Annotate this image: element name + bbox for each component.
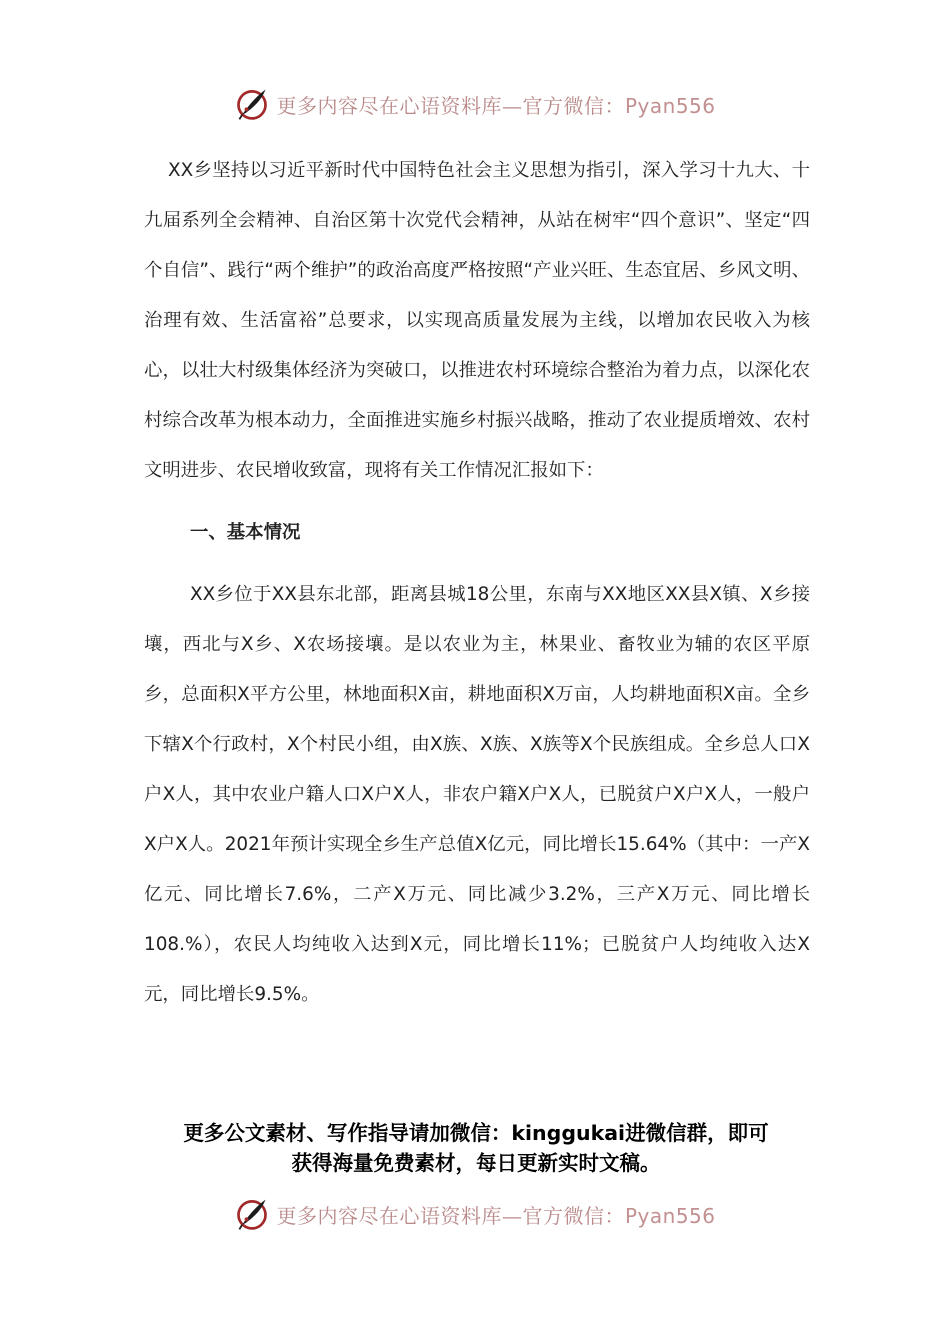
- document-body: [144, 146, 810, 1020]
- basic-info-paragraph: XX乡位于XX县东北部，距离县城18公里，东南与XX地区XX县X镇、X乡接壤，西北与X乡、X农场接壤。是以农业为主，林果业、畜牧业为辅的农区平原乡，总面积X平方公里，林地面积X亩，耕地面积X万亩，人均耕地面积X亩。全乡下辖X个行政村，X个村民小组，由X族、X族、X族等X个民族组成。全乡总人口X户X人，其中农业户籍人口X户X人，非农户籍X户X人，已脱贫户X户X人，一般户X户X人。2021年预计实现全乡生产总值X亿元，同比增长15.64%（其中：一产X亿元、同比增长7.6%，二产X万元、同比减少3.2%，三产X万元、同比增长108.%），农民人均纯收入达到X元，同比增长11%；已脱贫户人均纯收入达X元，同比增长9.5%。: [144, 584, 810, 1005]
- section-heading-basic-info: 一、基本情况: [190, 522, 301, 543]
- watermark-text: 更多内容尽在心语资料库—官方微信：: [276, 93, 625, 118]
- quill-pen-logo-icon: [234, 1196, 270, 1232]
- watermark-text: 更多内容尽在心语资料库—官方微信：: [276, 1203, 625, 1228]
- promo-line-1: 更多公文素材、写作指导请加微信：kinggukai进微信群，即可: [183, 1121, 769, 1145]
- intro-paragraph: XX乡坚持以习近平新时代中国特色社会主义思想为指引，深入学习十九大、十九届系列全会精神、自治区第十次党代会精神，从站在树牢“四个意识”、坚定“四个自信”、践行“两个维护”的政治高度严格按照“产业兴旺、生态宜居、乡风文明、治理有效、生活富裕”总要求，以实现高质量发展为主线，以增加农民收入为核心，以壮大村级集体经济为突破口，以推进农村环境综合整治为着力点，以深化农村综合改革为根本动力，全面推进实施乡村振兴战略，推动了农业提质增效、农村文明进步、农民增收致富，现将有关工作情况汇报如下：: [144, 160, 810, 481]
- quill-pen-logo-icon: [234, 86, 270, 122]
- header-watermark: [0, 82, 950, 126]
- promo-notice: [140, 1118, 812, 1178]
- promo-line-2: 获得海量免费素材，每日更新实时文稿。: [291, 1151, 661, 1175]
- watermark-wechat-id: Pyan556: [624, 93, 716, 118]
- watermark-wechat-id: Pyan556: [624, 1203, 716, 1228]
- footer-watermark: [0, 1192, 950, 1236]
